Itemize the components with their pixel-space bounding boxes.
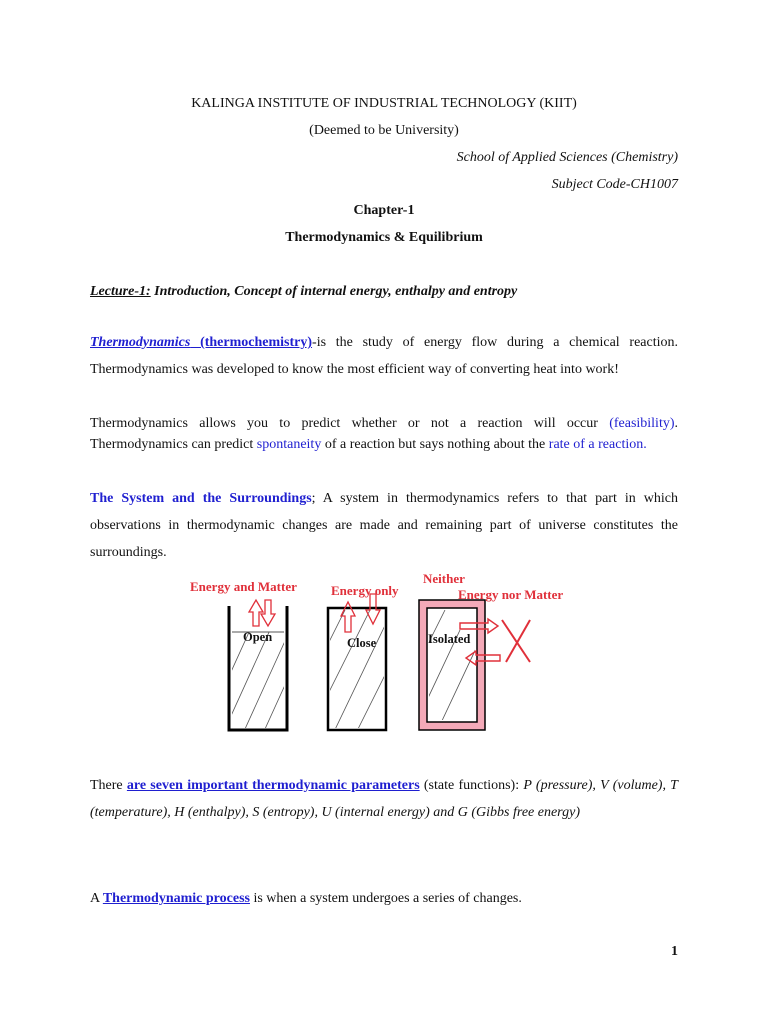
chapter-number: Chapter-1 (353, 203, 415, 218)
thermo-definition-text: -is the study of energy flow during a chemical reaction. (312, 335, 679, 350)
feasibility-paragraph (90, 414, 678, 455)
lecture-title: Introduction, Concept of internal energy, enthalpy and entropy (150, 284, 518, 299)
close-arrows (341, 594, 380, 632)
process-text-2: is when a system undergoes a series of changes. (249, 891, 522, 906)
feasibility-text-1: Thermodynamics allows you to predict whether or not a reaction will occur (90, 416, 610, 431)
isolated-container (415, 600, 485, 730)
feasibility-term: (feasibility) (609, 416, 675, 431)
box-label-close: Close (347, 636, 377, 650)
process-text-1: A (90, 891, 103, 906)
subject-code: Subject Code-CH1007 (551, 177, 678, 192)
label-energy-only: Energy only (331, 583, 399, 598)
close-container (300, 600, 410, 740)
label-energy-and-matter: Energy and Matter (190, 579, 297, 594)
label-neither: Neither (423, 571, 465, 586)
spontaneity-term: spontaneity (256, 436, 322, 452)
system-paragraph (90, 485, 678, 566)
systems-figure (180, 570, 600, 740)
seven-parameters-link[interactable]: are seven important thermodynamic parameters (126, 778, 420, 793)
institute-name: KALINGA INSTITUTE OF INDUSTRIAL TECHNOLOGY (KIIT) (191, 96, 577, 111)
rate-term: rate of a reaction. (548, 436, 647, 452)
label-energy-nor-matter: Energy nor Matter (458, 587, 564, 602)
thermo-definition-line (90, 333, 678, 353)
page-number: 1 (671, 944, 678, 959)
parameters-paragraph (90, 772, 678, 826)
box-label-open: Open (243, 630, 273, 644)
lecture-label: Lecture-1: (90, 284, 151, 299)
thermodynamic-process-link[interactable]: Thermodynamic process (102, 891, 250, 906)
process-paragraph (90, 889, 678, 909)
thermodynamics-term-link[interactable]: Thermodynamics (90, 335, 191, 350)
box-label-isolated: Isolated (428, 632, 471, 646)
params-list: P (pressure), V (volume), T (temperature), H (enthalpy), S (entropy), U (internal energy) and G (Gibbs free energy) (90, 778, 678, 820)
system-heading: The System and the Surroundings (90, 491, 312, 506)
lecture-heading (90, 282, 678, 302)
feasibility-text-3: of a reaction but says nothing about the (321, 436, 549, 452)
school-name: School of Applied Sciences (Chemistry) (456, 150, 678, 165)
thermochemistry-term-link[interactable]: (thermochemistry) (190, 335, 313, 350)
system-text: ; A system in thermodynamics refers to that part in which observations in thermodynamic changes are made and remaining part of universe constitutes the surroundings. (90, 491, 678, 560)
params-text-1: There (90, 778, 127, 793)
open-arrows (249, 600, 275, 626)
thermo-purpose-line: Thermodynamics was developed to know the most efficient way of converting heat into work! (90, 362, 619, 377)
params-text-2: (state functions): (419, 778, 524, 793)
feasibility-text-2: . Thermodynamics can predict (90, 416, 678, 452)
deemed-university: (Deemed to be University) (309, 123, 459, 138)
chapter-title: Thermodynamics & Equilibrium (285, 230, 483, 245)
